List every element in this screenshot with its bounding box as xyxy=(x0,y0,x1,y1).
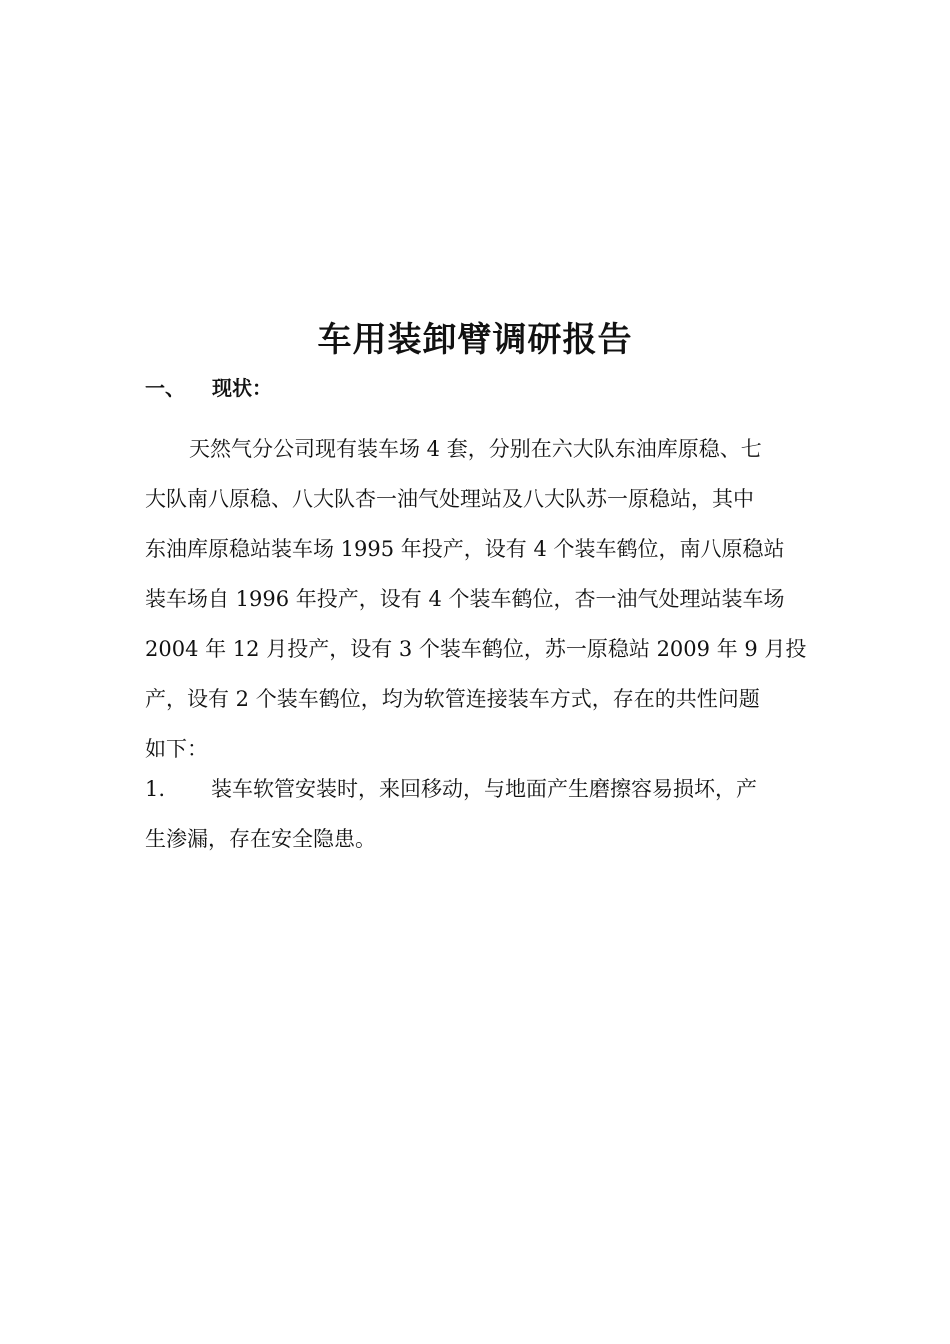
body-paragraph xyxy=(145,424,807,774)
paragraph-line: 产，设有 2 个装车鹤位，均为软管连接装车方式，存在的共性问题 xyxy=(145,687,760,711)
paragraph-line: 2004 年 12 月投产，设有 3 个装车鹤位，苏一原稳站 2009 年 9 月投 xyxy=(145,637,807,661)
section-number: 一、 xyxy=(145,376,185,400)
paragraph-line: 如下： xyxy=(145,737,208,761)
paragraph-line: 大队南八原稳、八大队杏一油气处理站及八大队苏一原稳站，其中 xyxy=(145,487,754,511)
paragraph-line: 天然气分公司现有装车场 4 套，分别在六大队东油库原稳、七 xyxy=(189,437,762,461)
report-title: 车用装卸臂调研报告 xyxy=(317,320,633,360)
paragraph-line: 装车场自 1996 年投产，设有 4 个装车鹤位，杏一油气处理站装车场 xyxy=(145,587,785,611)
section-title: 现状： xyxy=(212,376,272,400)
list-item xyxy=(145,764,807,864)
list-item-line: 生渗漏，存在安全隐患。 xyxy=(145,827,376,851)
section-heading xyxy=(145,374,272,402)
list-item-line: 1. 装车软管安装时，来回移动，与地面产生磨擦容易损坏，产 xyxy=(145,764,807,814)
paragraph-line: 东油库原稳站装车场 1995 年投产，设有 4 个装车鹤位，南八原稳站 xyxy=(145,537,785,561)
list-item-number: 1. xyxy=(145,777,166,801)
